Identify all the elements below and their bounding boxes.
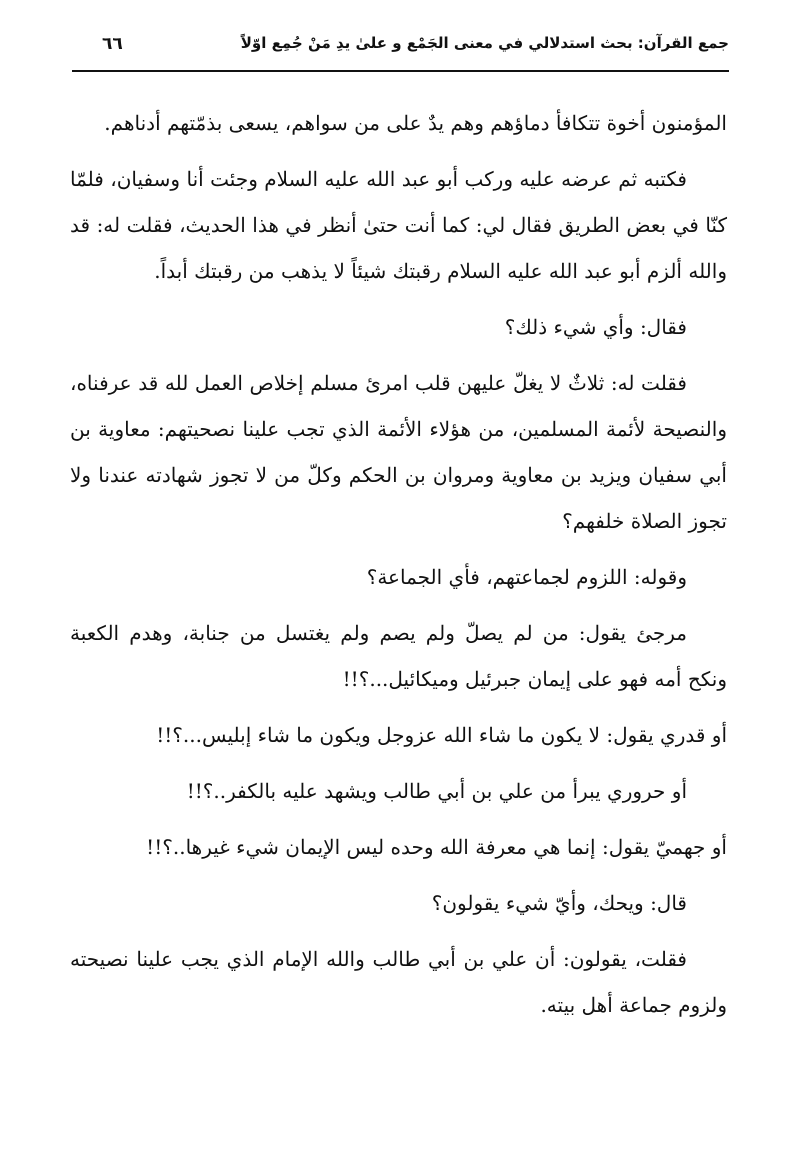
paragraph: المؤمنون أخوة تتكافأ دماؤهم وهم يدٌ على من سواهم، يسعى بذمّتهم أدناهم. [104, 111, 727, 135]
paragraph: أو حروري يبرأ من علي بن أبي طالب ويشهد عليه بالكفر..؟!! [186, 779, 687, 803]
paragraph: فقلت، يقولون: أن علي بن أبي طالب والله الإمام الذي يجب علينا نصيحته ولزوم جماعة أهل بيته. [70, 947, 727, 1017]
body-text [70, 100, 727, 1038]
page-number: ٦٦ [102, 34, 123, 54]
paragraph: فكتبه ثم عرضه عليه وركب أبو عبد الله عليه السلام وجئت أنا وسفيان، فلمّا كنّا في بعض الطريق فقال لي: كما أنت حتىٰ أنظر في هذا الحديث، فقلت له: قد والله ألزم أبو عبد الله عليه السلام رقبتك شيئاً لا يذهب من رقبتك أبداً. [70, 167, 727, 283]
page-header [72, 30, 729, 72]
paragraph: قال: ويحك، وأيّ شيء يقولون؟ [431, 891, 687, 915]
paragraph: فقال: وأي شيء ذلك؟ [504, 315, 687, 339]
running-title: جمع القرآن: بحث استدلالي في معنى الجَمْع و علىٰ يدِ مَنْ جُمِع اوّلاً [240, 34, 729, 52]
paragraph: أو جهميّ يقول: إنما هي معرفة الله وحده ليس الإيمان شيء غيرها..؟!! [146, 835, 727, 859]
paragraph: أو قدري يقول: لا يكون ما شاء الله عزوجل ويكون ما شاء إبليس...؟!! [156, 723, 727, 747]
paragraph: وقوله: اللزوم لجماعتهم، فأي الجماعة؟ [366, 565, 687, 589]
paragraph: مرجئ يقول: من لم يصلّ ولم يصم ولم يغتسل من جنابة، وهدم الكعبة ونكح أمه فهو على إيمان جبرئيل وميكائيل...؟!! [70, 621, 727, 691]
paragraph: فقلت له: ثلاثٌ لا يغلّ عليهن قلب امرئ مسلم إخلاص العمل لله قد عرفناه، والنصيحة لأئمة المسلمين، من هؤلاء الأئمة الذي تجب علينا نصحيتهم: معاوية بن أبي سفيان ويزيد بن معاوية ومروان بن الحكم وكلّ من لا تجوز شهادته عندنا ولا تجوز الصلاة خلفهم؟ [70, 371, 727, 533]
